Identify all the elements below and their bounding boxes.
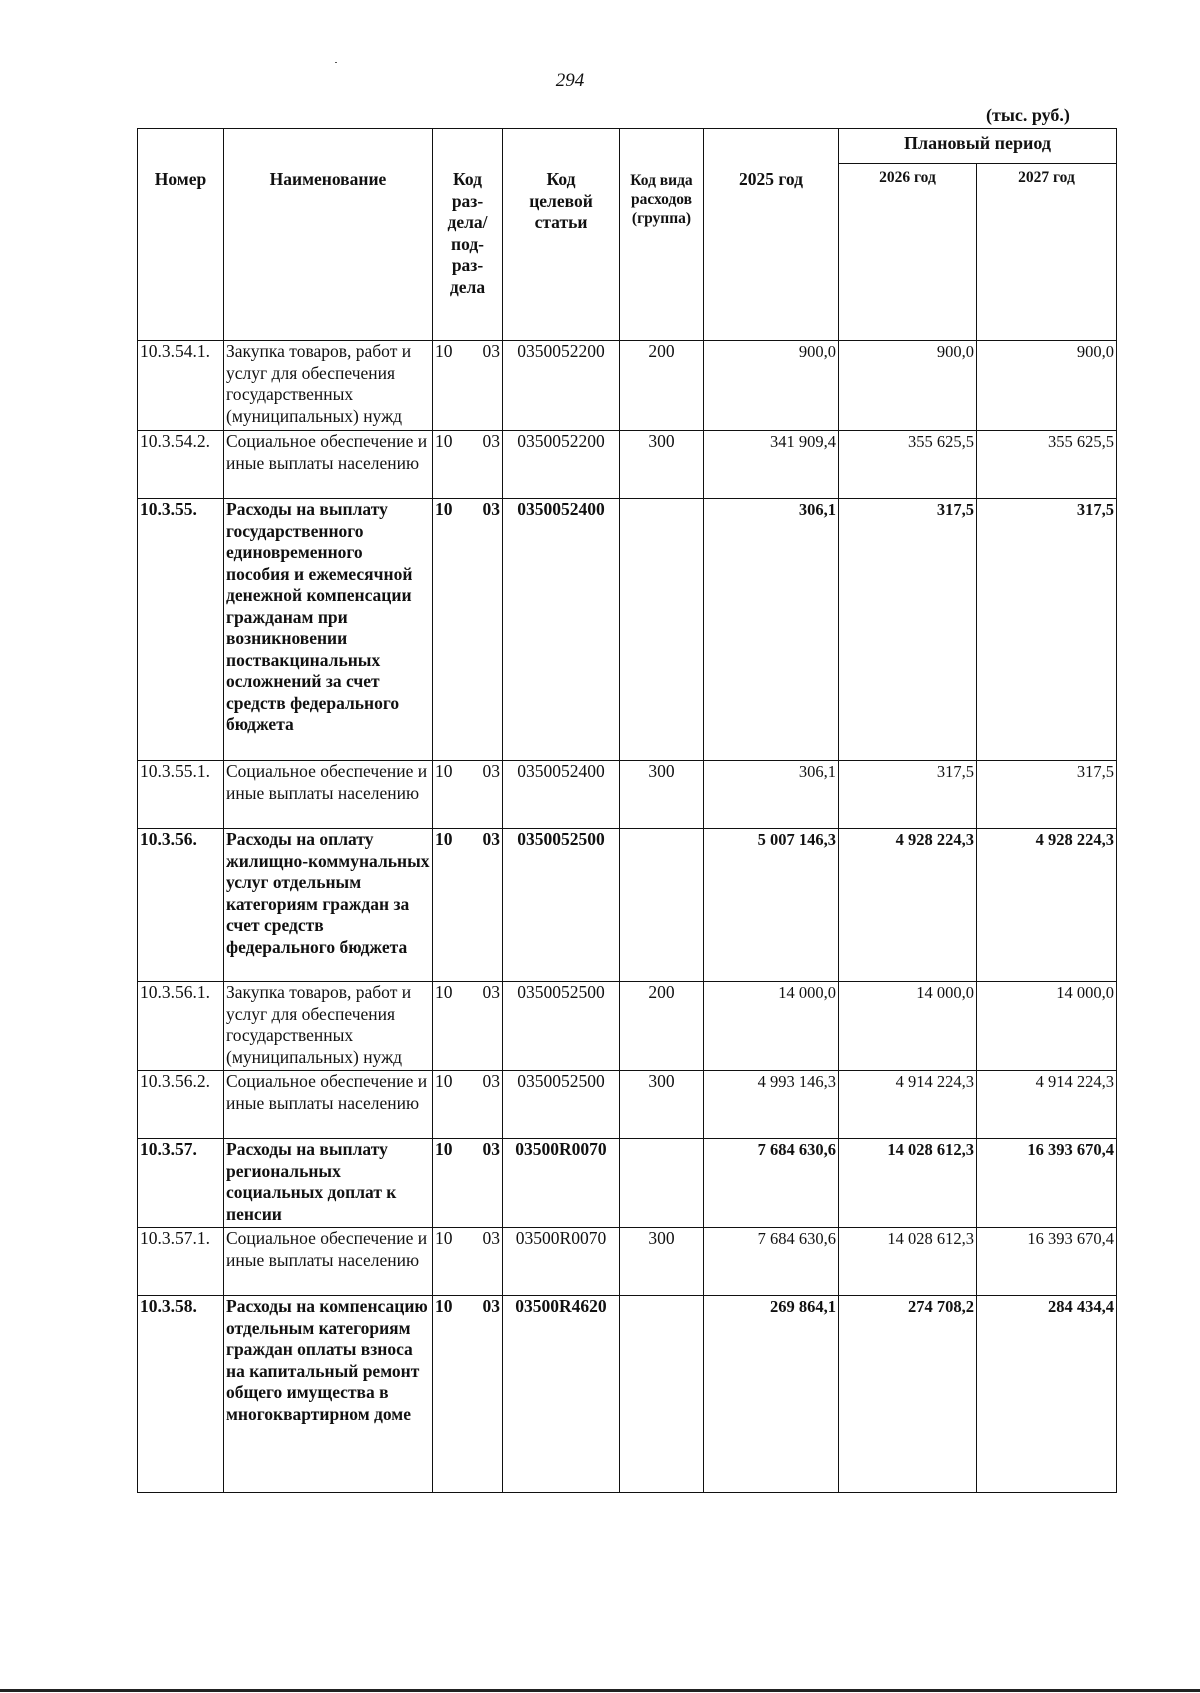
row-code-section (433, 499, 503, 761)
scan-edge-line (0, 1689, 1200, 1692)
row-name: Социальное обеспечение и иные выплаты населению (224, 761, 433, 829)
table-row (138, 1296, 1117, 1493)
row-target-code: 0350052500 (503, 982, 620, 1071)
section-code: 10 (435, 1228, 453, 1248)
row-value-2027: 14 000,0 (977, 982, 1117, 1071)
subsection-code: 03 (482, 341, 500, 361)
row-code-section (433, 1071, 503, 1139)
subsection-code: 03 (482, 499, 500, 519)
row-group-code (620, 1296, 704, 1493)
row-name: Расходы на выплату государственного единовременного пособия и ежемесячной денежной компенсации гражданам при возникновении поствакцинальных осложнений за счет средств федерального бюджета (224, 499, 433, 761)
header-name: Наименование (224, 129, 433, 341)
row-target-code: 0350052200 (503, 341, 620, 431)
header-code-target: Код целевой статьи (503, 129, 620, 341)
section-code: 10 (435, 1071, 453, 1091)
row-target-code: 0350052400 (503, 761, 620, 829)
row-value-2027: 355 625,5 (977, 431, 1117, 499)
row-value-2025: 306,1 (704, 499, 839, 761)
row-target-code: 0350052400 (503, 499, 620, 761)
row-value-2026: 14 028 612,3 (839, 1228, 977, 1296)
row-value-2025: 5 007 146,3 (704, 829, 839, 982)
row-value-2026: 355 625,5 (839, 431, 977, 499)
row-name: Закупка товаров, работ и услуг для обеспечения государственных (муниципальных) нужд (224, 341, 433, 431)
row-number: 10.3.56.1. (138, 982, 224, 1071)
section-code: 10 (435, 1139, 453, 1159)
scan-speck (335, 62, 337, 63)
subsection-code: 03 (482, 431, 500, 451)
row-value-2027: 900,0 (977, 341, 1117, 431)
row-value-2025: 306,1 (704, 761, 839, 829)
row-name: Социальное обеспечение и иные выплаты населению (224, 1228, 433, 1296)
row-number: 10.3.58. (138, 1296, 224, 1493)
budget-table (137, 128, 1117, 1493)
table-row (138, 1228, 1117, 1296)
row-group-code: 300 (620, 1228, 704, 1296)
row-value-2026: 14 000,0 (839, 982, 977, 1071)
row-value-2026: 900,0 (839, 341, 977, 431)
table-row (138, 982, 1117, 1071)
row-value-2026: 274 708,2 (839, 1296, 977, 1493)
row-value-2026: 4 914 224,3 (839, 1071, 977, 1139)
row-value-2027: 317,5 (977, 761, 1117, 829)
row-group-code: 200 (620, 982, 704, 1071)
row-group-code (620, 499, 704, 761)
row-value-2025: 4 993 146,3 (704, 1071, 839, 1139)
section-code: 10 (435, 1296, 453, 1316)
row-value-2026: 317,5 (839, 761, 977, 829)
units-label: (тыс. руб.) (986, 105, 1070, 125)
row-name: Социальное обеспечение и иные выплаты населению (224, 431, 433, 499)
page-number: 294 (555, 70, 585, 91)
row-value-2025: 341 909,4 (704, 431, 839, 499)
table-row (138, 499, 1117, 761)
section-code: 10 (435, 431, 453, 451)
section-code: 10 (435, 499, 453, 519)
row-name: Расходы на выплату региональных социальных доплат к пенсии (224, 1139, 433, 1228)
table-row (138, 1139, 1117, 1228)
row-name: Расходы на компенсацию отдельным категориям граждан оплаты взноса на капитальный ремонт общего имущества в многоквартирном доме (224, 1296, 433, 1493)
row-code-section (433, 829, 503, 982)
row-value-2027: 16 393 670,4 (977, 1139, 1117, 1228)
header-year-2026: 2026 год (839, 164, 977, 341)
row-number: 10.3.56.2. (138, 1071, 224, 1139)
row-group-code: 300 (620, 431, 704, 499)
row-target-code: 03500R4620 (503, 1296, 620, 1493)
table-row (138, 829, 1117, 982)
row-value-2027: 16 393 670,4 (977, 1228, 1117, 1296)
header-number: Номер (138, 129, 224, 341)
section-code: 10 (435, 829, 453, 849)
row-number: 10.3.57. (138, 1139, 224, 1228)
subsection-code: 03 (482, 1071, 500, 1091)
row-code-section (433, 341, 503, 431)
row-name: Расходы на оплату жилищно-коммунальных услуг отдельным категориям граждан за счет средств федерального бюджета (224, 829, 433, 982)
table-row (138, 341, 1117, 431)
header-planned-period: Плановый период (839, 129, 1117, 164)
row-target-code: 0350052200 (503, 431, 620, 499)
row-code-section (433, 431, 503, 499)
row-number: 10.3.55.1. (138, 761, 224, 829)
subsection-code: 03 (482, 1139, 500, 1159)
header-code-group: Код вида расходов (группа) (620, 129, 704, 341)
subsection-code: 03 (482, 982, 500, 1002)
header-year-2027: 2027 год (977, 164, 1117, 341)
row-value-2025: 14 000,0 (704, 982, 839, 1071)
header-year-2025: 2025 год (704, 129, 839, 341)
row-code-section (433, 1228, 503, 1296)
row-code-section (433, 1296, 503, 1493)
row-group-code (620, 1139, 704, 1228)
row-value-2027: 284 434,4 (977, 1296, 1117, 1493)
row-target-code: 0350052500 (503, 829, 620, 982)
table-row (138, 431, 1117, 499)
row-name: Социальное обеспечение и иные выплаты населению (224, 1071, 433, 1139)
row-number: 10.3.56. (138, 829, 224, 982)
row-value-2027: 4 928 224,3 (977, 829, 1117, 982)
subsection-code: 03 (482, 761, 500, 781)
row-code-section (433, 982, 503, 1071)
row-value-2025: 7 684 630,6 (704, 1228, 839, 1296)
table-row (138, 761, 1117, 829)
row-value-2025: 7 684 630,6 (704, 1139, 839, 1228)
row-target-code: 03500R0070 (503, 1139, 620, 1228)
row-value-2027: 4 914 224,3 (977, 1071, 1117, 1139)
table-row (138, 1071, 1117, 1139)
row-value-2025: 269 864,1 (704, 1296, 839, 1493)
subsection-code: 03 (482, 829, 500, 849)
subsection-code: 03 (482, 1228, 500, 1248)
header-code-section: Код раз-дела/ под-раз-дела (433, 129, 503, 341)
row-value-2026: 317,5 (839, 499, 977, 761)
row-code-section (433, 761, 503, 829)
row-number: 10.3.54.2. (138, 431, 224, 499)
row-target-code: 03500R0070 (503, 1228, 620, 1296)
row-value-2027: 317,5 (977, 499, 1117, 761)
row-group-code: 200 (620, 341, 704, 431)
section-code: 10 (435, 341, 453, 361)
row-value-2026: 14 028 612,3 (839, 1139, 977, 1228)
section-code: 10 (435, 982, 453, 1002)
row-group-code: 300 (620, 761, 704, 829)
section-code: 10 (435, 761, 453, 781)
row-value-2026: 4 928 224,3 (839, 829, 977, 982)
row-target-code: 0350052500 (503, 1071, 620, 1139)
row-code-section (433, 1139, 503, 1228)
row-group-code (620, 829, 704, 982)
row-name: Закупка товаров, работ и услуг для обеспечения государственных (муниципальных) нужд (224, 982, 433, 1071)
row-number: 10.3.55. (138, 499, 224, 761)
row-group-code: 300 (620, 1071, 704, 1139)
row-number: 10.3.57.1. (138, 1228, 224, 1296)
subsection-code: 03 (482, 1296, 500, 1316)
row-number: 10.3.54.1. (138, 341, 224, 431)
row-value-2025: 900,0 (704, 341, 839, 431)
